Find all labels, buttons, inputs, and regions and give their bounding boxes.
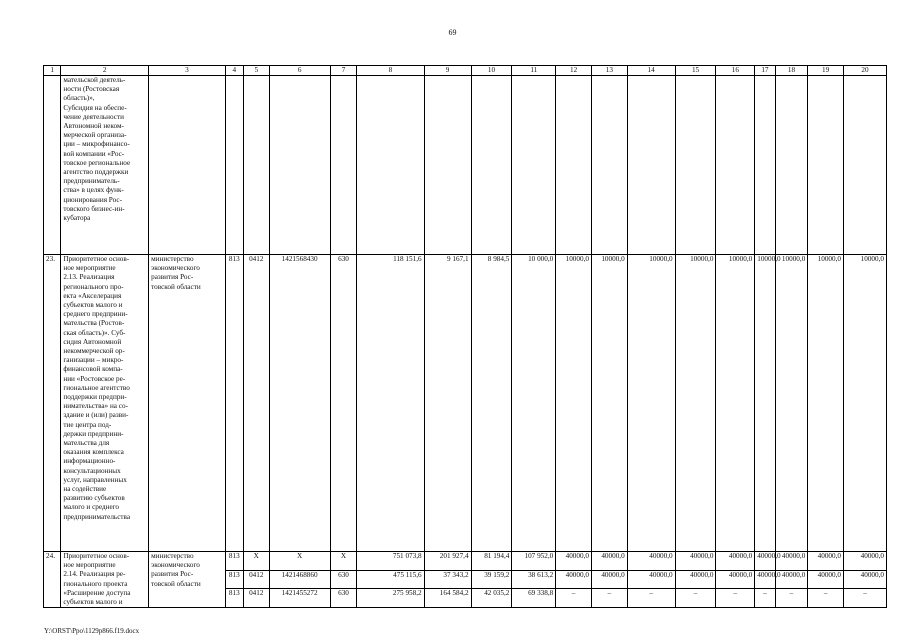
table-cell: 40000,0 (716, 570, 755, 589)
column-header: 13 (591, 66, 627, 76)
table-cell: 39 159,2 (471, 570, 512, 589)
table-cell: 40000,0 (627, 570, 675, 589)
column-header: 6 (269, 66, 330, 76)
table-cell: 630 (330, 255, 357, 552)
table-cell: 107 952,0 (512, 552, 556, 571)
row-number: 23. (44, 255, 61, 552)
table-cell: – (716, 589, 755, 608)
column-header: 2 (61, 66, 149, 76)
table-cell: – (844, 589, 887, 608)
table-cell: 40000,0 (755, 552, 775, 571)
table-cell: 10000,0 (716, 255, 755, 552)
table-cell: 0412 (244, 255, 270, 552)
table-cell: 201 927,4 (424, 552, 471, 571)
column-header: 1 (44, 66, 61, 76)
table-cell: 42 035,2 (471, 589, 512, 608)
table-cell: – (556, 589, 592, 608)
column-header: 5 (244, 66, 270, 76)
table-cell: 40000,0 (844, 552, 887, 571)
table-cell: – (627, 589, 675, 608)
column-header: 15 (675, 66, 716, 76)
column-header: 4 (225, 66, 243, 76)
table-cell: 40000,0 (591, 552, 627, 571)
row-description: Приоритетное основ- ное мероприятие 2.13. Реализация регионального про- екта «Акселерация субъектов малого и среднего предприни- мательства (Ростов- ская область)». Суб- сидия Автономной некоммерческой ор- ганизации – микро- финансовой компа- нии «Ростовское ре- гиональное агентство поддержки предпри- нимательства» на со- здание и (или) разви- тие центра под- держки предприни- мательства для оказания комплекса информационно- консультационных услуг, направленных на содействие развитию субъектов малого и среднего предпринимательства (61, 255, 149, 552)
table-cell: 10000,0 (627, 255, 675, 552)
table-cell: 751 073,8 (357, 552, 424, 571)
table-cell: 40000,0 (775, 552, 808, 571)
column-header: 12 (556, 66, 592, 76)
table-cell: 10000,0 (675, 255, 716, 552)
table-cell: 1421568430 (269, 255, 330, 552)
table-cell: 40000,0 (556, 570, 592, 589)
table-cell: 40000,0 (675, 552, 716, 571)
budget-table (43, 65, 887, 608)
table-cell: 38 613,2 (512, 570, 556, 589)
table-cell: 10000,0 (775, 255, 808, 552)
table-cell: X (330, 552, 357, 571)
table-cell: – (808, 589, 844, 608)
column-header: 19 (808, 66, 844, 76)
table-cell: 813 (225, 255, 243, 552)
table-cell: 10000,0 (556, 255, 592, 552)
table-cell: 10000,0 (755, 255, 775, 552)
row-agency: министерство экономического развития Рос- товской области (149, 255, 226, 552)
table-cell: 10000,0 (808, 255, 844, 552)
table-cell: 1421468860 (269, 570, 330, 589)
table-cell: 10000,0 (591, 255, 627, 552)
table-cell: 813 (225, 570, 243, 589)
column-header: 20 (844, 66, 887, 76)
table-row (44, 255, 887, 552)
table-cell: 164 584,2 (424, 589, 471, 608)
table-cell: 0412 (244, 570, 270, 589)
table-cell: 40000,0 (591, 570, 627, 589)
row-agency: министерство экономического развития Рос- товской области (149, 552, 226, 608)
file-path-footer: Y:\ORST\Ppo\1129p866.f19.docx (44, 627, 140, 635)
continued-description: мательской деятель- ности (Ростовская область)», Субсидия на обеспе- чение деятельности Автономной неком- мерческой организа- ции – микрофинансо- вой компании «Рос- товское региональное агентство поддержки предприниматель- ства» в целях функ- ционирования Рос- товского бизнес-ин- кубатора (61, 76, 149, 255)
table-cell: 118 151,6 (357, 255, 424, 552)
column-header: 8 (357, 66, 424, 76)
column-header: 3 (149, 66, 226, 76)
column-header: 18 (775, 66, 808, 76)
table-cell: 10 000,0 (512, 255, 556, 552)
table-cell: – (591, 589, 627, 608)
table-cell: 81 194,4 (471, 552, 512, 571)
column-header: 7 (330, 66, 357, 76)
table-cell: 1421455272 (269, 589, 330, 608)
table-cell: 40000,0 (808, 570, 844, 589)
table-cell: 40000,0 (556, 552, 592, 571)
table-cell: 69 338,8 (512, 589, 556, 608)
table-cell: – (775, 589, 808, 608)
row-description: Приоритетное основ- ное мероприятие 2.14. Реализация ре- гионального проекта «Расширение доступа субъектов малого и (61, 552, 149, 608)
column-header: 9 (424, 66, 471, 76)
table-cell: X (244, 552, 270, 571)
table-cell: – (675, 589, 716, 608)
table-cell: X (269, 552, 330, 571)
table-cell: – (755, 589, 775, 608)
table-cell: 8 984,5 (471, 255, 512, 552)
table-cell: 37 343,2 (424, 570, 471, 589)
table-cell: 813 (225, 552, 243, 571)
table-cell: 9 167,1 (424, 255, 471, 552)
table-cell: 0412 (244, 589, 270, 608)
table-cell: 475 115,6 (357, 570, 424, 589)
column-header: 17 (755, 66, 775, 76)
table-cell: 630 (330, 589, 357, 608)
table-cell: 813 (225, 589, 243, 608)
row-number: 24. (44, 552, 61, 608)
table-cell: 275 958,2 (357, 589, 424, 608)
column-header: 10 (471, 66, 512, 76)
table-cell: 40000,0 (627, 552, 675, 571)
column-header: 11 (512, 66, 556, 76)
table-cell: 40000,0 (775, 570, 808, 589)
table-row (44, 552, 887, 571)
column-header: 14 (627, 66, 675, 76)
table-cell: 40000,0 (716, 552, 755, 571)
header-row (44, 66, 887, 76)
table-cell: 40000,0 (808, 552, 844, 571)
column-header: 16 (716, 66, 755, 76)
table-cell: 40000,0 (755, 570, 775, 589)
table-cell: 630 (330, 570, 357, 589)
table-cell: 40000,0 (844, 570, 887, 589)
table-cell: 40000,0 (675, 570, 716, 589)
table-cell: 10000,0 (844, 255, 887, 552)
table-row (44, 76, 887, 255)
page-number: 69 (448, 28, 457, 37)
